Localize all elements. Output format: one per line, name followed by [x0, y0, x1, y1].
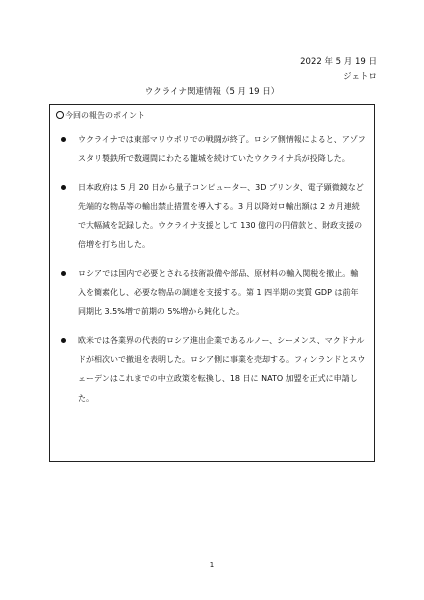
circle-icon: [56, 111, 64, 119]
document-organization: ジェトロ: [343, 72, 377, 82]
summary-point: [56, 130, 366, 169]
summary-point-text: 欧米では各業界の代表的ロシア進出企業であるルノー、シーメンス、マクドナルドが相次いで撤退を表明した。ロシア側に事業を売却する。フィンランドとスウェーデンはこれまでの中立政策を転換し、18 日に NATO 加盟を正式に申請した。: [78, 335, 366, 403]
bullet-icon: [61, 338, 66, 343]
document-date: 2022 年 5 月 19 日: [300, 57, 377, 67]
summary-point-text: 日本政府は 5 月 20 日から量子コンピューター、3D プリンタ、電子顕微鏡など先端的な物品等の輸出禁止措置を導入する。3 月以降対ロ輸出額は 2 カ月連続で大幅減を記録した。ウクライナ支援として 130 億円の円借款と、財政支援の倍増を打ち出した。: [78, 182, 364, 250]
page-number: 1: [209, 561, 215, 569]
summary-point: [56, 331, 366, 408]
summary-box: [49, 104, 375, 462]
document-meta: [300, 55, 377, 85]
document-title: ウクライナ関連情報（5 月 19 日）: [144, 87, 280, 97]
bullet-icon: [61, 185, 66, 190]
summary-heading: [56, 110, 366, 122]
summary-point: [56, 178, 366, 255]
summary-point-text: ウクライナでは東部マリウポリでの戦闘が終了。ロシア側情報によると、アゾフスタリ製鉄所で数週間にわたる籠城を続けていたウクライナ兵が投降した。: [78, 135, 366, 164]
bullet-icon: [61, 137, 66, 142]
summary-point-text: ロシアでは国内で必要とされる技術設備や部品、原材料の輸入関税を撤止。輸入を簡素化し、必要な物品の調達を支援する。第 1 四半期の実質 GDP は前年同期比 3.5%増で前期の 5%増から鈍化した。: [78, 268, 359, 317]
bullet-icon: [61, 271, 66, 276]
summary-point: [56, 264, 366, 322]
summary-heading-text: 今回の報告のポイント: [65, 111, 145, 120]
summary-points: [56, 130, 366, 408]
